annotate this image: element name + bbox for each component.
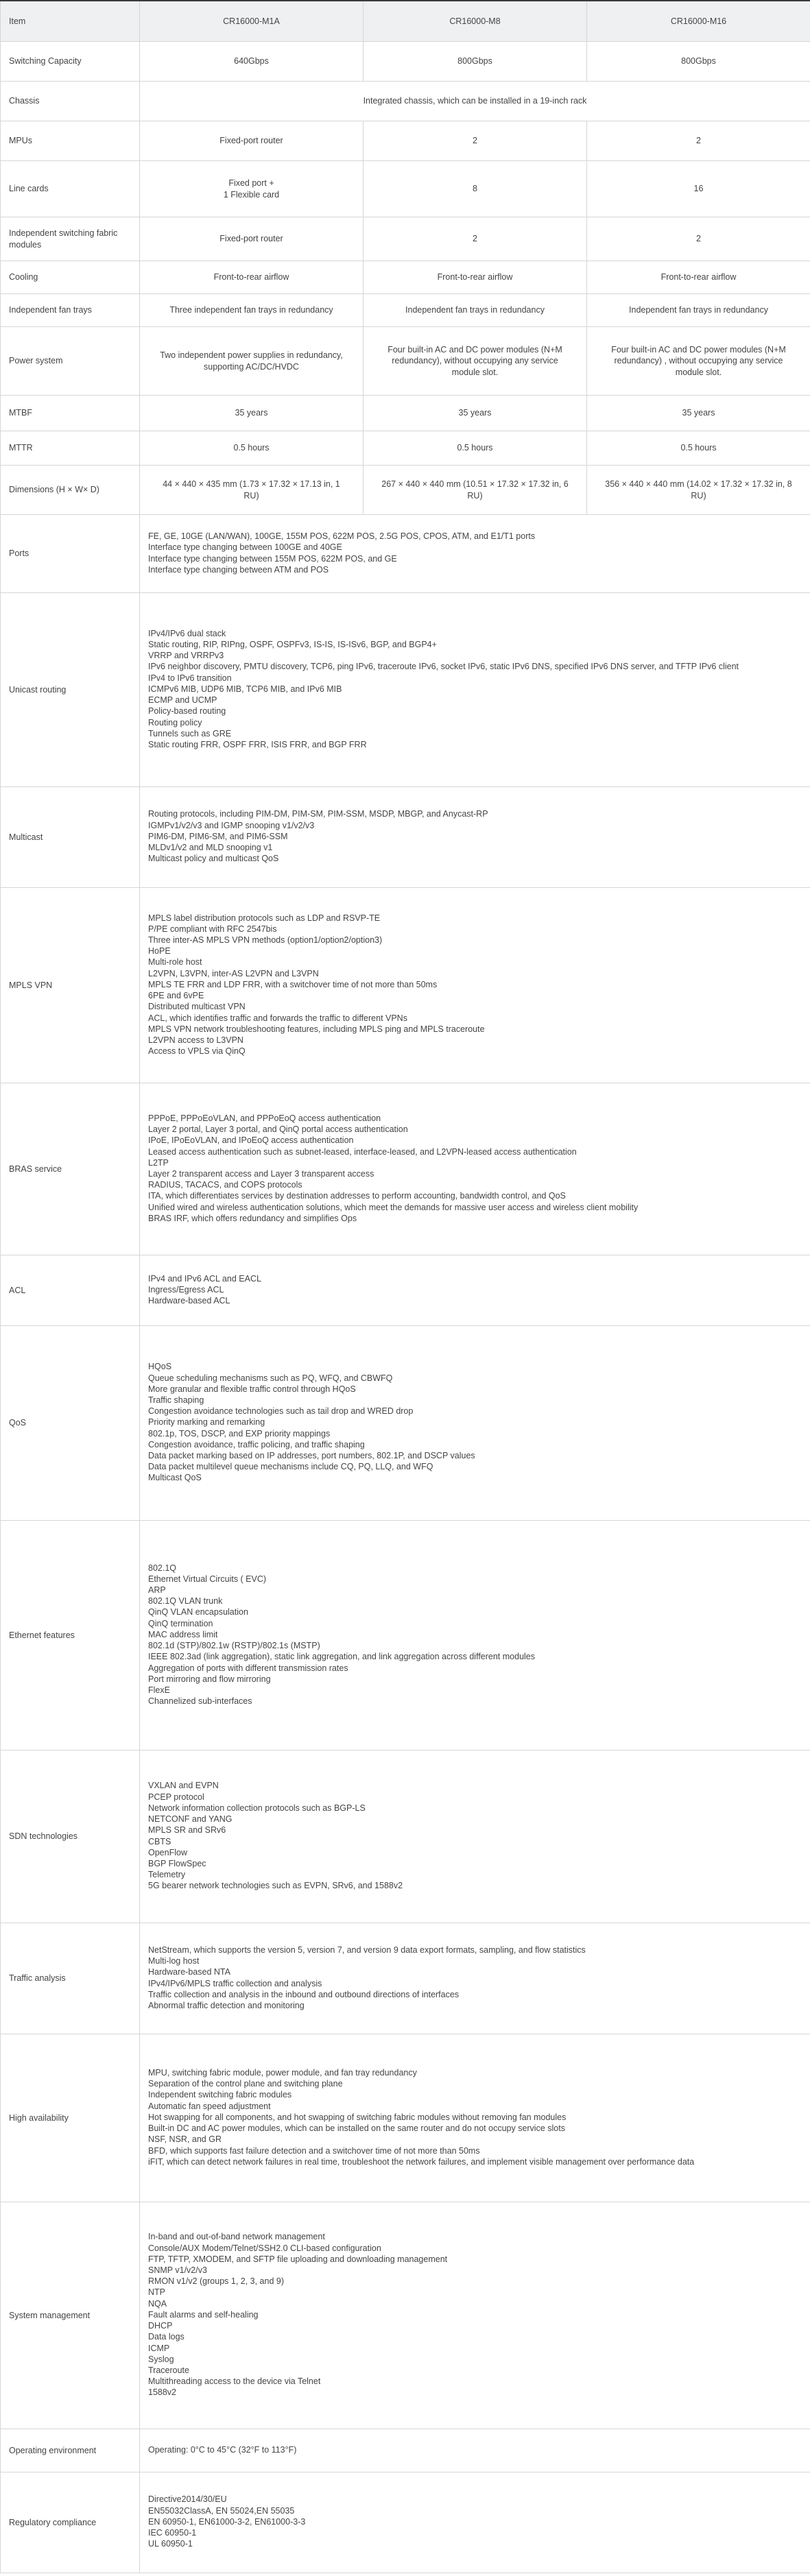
feature-item: IGMPv1/v2/v3 and IGMP snooping v1/v2/v3 bbox=[148, 820, 315, 830]
feature-item: HQoS bbox=[148, 1362, 172, 1372]
feature-item: OpenFlow bbox=[148, 1847, 187, 1857]
cell-m8: 35 years bbox=[364, 396, 587, 431]
section-items bbox=[140, 1255, 810, 1326]
feature-item: Aggregation of ports with different transmission rates bbox=[148, 1663, 348, 1673]
feature-item: Tunnels such as GRE bbox=[148, 728, 232, 738]
feature-item: FlexE bbox=[148, 1685, 170, 1695]
cell-line: module slot. bbox=[675, 367, 722, 377]
feature-item: NETCONF and YANG bbox=[148, 1814, 233, 1825]
section-items bbox=[140, 1083, 810, 1255]
cell-line: 1 Flexible card bbox=[223, 189, 280, 200]
cell-m16: 2 bbox=[587, 217, 810, 261]
section-label: Unicast routing bbox=[1, 593, 140, 787]
feature-item: MPLS VPN network troubleshooting features, including MPLS ping and MPLS traceroute bbox=[148, 1024, 485, 1034]
feature-item: Independent switching fabric modules bbox=[148, 2090, 292, 2100]
feature-item: NSF, NSR, and GR bbox=[148, 2134, 222, 2145]
cell-m1a: Fixed-port router bbox=[140, 121, 364, 161]
feature-item: ICMPv6 MIB, UDP6 MIB, TCP6 MIB, and IPv6 MIB bbox=[148, 684, 342, 694]
feature-item: Multicast QoS bbox=[148, 1473, 202, 1483]
feature-item: EN55032ClassA, EN 55024,EN 55035 bbox=[148, 2505, 295, 2516]
cell-m1a: Fixed-port router bbox=[140, 217, 364, 261]
feature-item: CBTS bbox=[148, 1836, 171, 1846]
section-multicast bbox=[1, 787, 810, 888]
feature-item: Layer 2 transparent access and Layer 3 transparent access bbox=[148, 1169, 374, 1179]
header-m8: CR16000-M8 bbox=[364, 1, 587, 42]
section-items bbox=[140, 2472, 810, 2573]
cell-line: RU) bbox=[243, 490, 259, 501]
feature-item: MAC address limit bbox=[148, 1629, 218, 1639]
cell-m1a: 35 years bbox=[140, 396, 364, 431]
section-unicast-routing bbox=[1, 593, 810, 787]
feature-item: Abnormal traffic detection and monitoring bbox=[148, 2000, 305, 2010]
row-label: Independent fan trays bbox=[1, 294, 140, 327]
cell-m1a bbox=[140, 466, 364, 515]
feature-item: UL 60950-1 bbox=[148, 2539, 193, 2549]
cell-m16: 800Gbps bbox=[587, 42, 810, 82]
feature-item: Static routing, RIP, RIPng, OSPF, OSPFv3, IS-IS, IS-ISv6, BGP, and BGP4+ bbox=[148, 640, 437, 650]
section-traffic-analysis bbox=[1, 1923, 810, 2034]
feature-item: VRRP and VRRPv3 bbox=[148, 651, 224, 661]
cell-m8: 2 bbox=[364, 121, 587, 161]
section-items bbox=[140, 515, 810, 593]
feature-item: FE, GE, 10GE (LAN/WAN), 100GE, 155M POS, 622M POS, 2.5G POS, CPOS, ATM, and E1/T1 ports bbox=[148, 531, 536, 542]
row-mttr bbox=[1, 431, 810, 466]
feature-item: IEEE 802.3ad (link aggregation), static link aggregation, and link aggregation across different modules bbox=[148, 1652, 536, 1662]
feature-item: Data packet marking based on IP addresses, port numbers, 802.1P, and DSCP values bbox=[148, 1451, 475, 1460]
row-label: Dimensions (H × W× D) bbox=[1, 466, 140, 515]
cell-m8: 0.5 hours bbox=[364, 431, 587, 466]
feature-item: Channelized sub-interfaces bbox=[148, 1696, 252, 1707]
header-m1a: CR16000-M1A bbox=[140, 1, 364, 42]
section-items bbox=[140, 787, 810, 888]
feature-item: Ingress/Egress ACL bbox=[148, 1284, 224, 1295]
cell-m16: 16 bbox=[587, 161, 810, 217]
section-label: Multicast bbox=[1, 787, 140, 888]
section-items bbox=[140, 1326, 810, 1521]
feature-item: ARP bbox=[148, 1585, 166, 1596]
feature-item: Access to VPLS via QinQ bbox=[148, 1046, 246, 1057]
feature-item: 6PE and 6vPE bbox=[148, 991, 204, 1001]
cell-line: RU) bbox=[691, 490, 706, 501]
feature-item: Fault alarms and self-healing bbox=[148, 2309, 259, 2320]
feature-item: L2VPN, L3VPN, inter-AS L2VPN and L3VPN bbox=[148, 968, 319, 978]
section-label: BRAS service bbox=[1, 1083, 140, 1255]
cell-line: Two independent power supplies in redundancy, bbox=[160, 350, 343, 361]
cell-all: Integrated chassis, which can be installed in a 19-inch rack bbox=[140, 82, 810, 121]
section-system-management bbox=[1, 2202, 810, 2429]
feature-item: MPLS SR and SRv6 bbox=[148, 1825, 226, 1835]
feature-item: ACL, which identifies traffic and forwards the traffic to different VPNs bbox=[148, 1013, 407, 1023]
feature-item: Three inter-AS MPLS VPN methods (option1/option2/option3) bbox=[148, 935, 383, 946]
feature-item: PPPoE, PPPoEoVLAN, and PPPoEoQ access authentication bbox=[148, 1113, 381, 1123]
feature-item: 802.1Q VLAN trunk bbox=[148, 1596, 223, 1606]
feature-item: MPU, switching fabric module, power module, and fan tray redundancy bbox=[148, 2068, 417, 2078]
feature-item: Syslog bbox=[148, 2354, 174, 2364]
feature-item: Traffic collection and analysis in the inbound and outbound directions of interfaces bbox=[148, 1989, 460, 1999]
feature-item: Multi-log host bbox=[148, 1956, 200, 1966]
row-power-system bbox=[1, 327, 810, 396]
feature-item: Distributed multicast VPN bbox=[148, 1002, 246, 1012]
section-ports bbox=[1, 515, 810, 593]
feature-item: L2VPN access to L3VPN bbox=[148, 1035, 243, 1045]
label-line: Independent switching fabric bbox=[9, 228, 118, 239]
cell-m1a bbox=[140, 161, 364, 217]
feature-item: RMON v1/v2 (groups 1, 2, 3, and 9) bbox=[148, 2276, 285, 2287]
section-ethernet-features bbox=[1, 1521, 810, 1750]
header-row bbox=[1, 1, 810, 42]
row-mtbf bbox=[1, 396, 810, 431]
cell-m1a: 0.5 hours bbox=[140, 431, 364, 466]
feature-item: Automatic fan speed adjustment bbox=[148, 2101, 271, 2111]
cell-m16: Independent fan trays in redundancy bbox=[587, 294, 810, 327]
section-label: Ethernet features bbox=[1, 1521, 140, 1750]
section-items bbox=[140, 1750, 810, 1923]
cell-m8: 8 bbox=[364, 161, 587, 217]
feature-item: Built-in DC and AC power modules, which can be installed on the same router and do not occupy service slots bbox=[148, 2123, 565, 2134]
feature-item: IPv6 neighbor discovery, PMTU discovery, TCP6, ping IPv6, traceroute IPv6, socket IPv6, static IPv6 DNS, specified IPv6 DNS server, and TFTP IPv6 client bbox=[148, 662, 739, 672]
feature-item: Layer 2 portal, Layer 3 portal, and QinQ portal access authentication bbox=[148, 1124, 408, 1135]
cell-m8 bbox=[364, 327, 587, 396]
feature-item: 802.1Q bbox=[148, 1563, 177, 1573]
section-label: MPLS VPN bbox=[1, 888, 140, 1083]
feature-item: Multicast policy and multicast QoS bbox=[148, 854, 279, 864]
section-label: Operating environment bbox=[1, 2429, 140, 2472]
section-high-availability bbox=[1, 2034, 810, 2202]
cell-line: module slot. bbox=[451, 367, 499, 377]
row-label bbox=[1, 217, 140, 261]
feature-item: HoPE bbox=[148, 946, 171, 956]
feature-item: Priority marking and remarking bbox=[148, 1417, 265, 1428]
feature-item: Hardware-based ACL bbox=[148, 1296, 230, 1306]
feature-item: Console/AUX Modem/Telnet/SSH2.0 CLI-based configuration bbox=[148, 2243, 381, 2253]
cell-m16: Front-to-rear airflow bbox=[587, 261, 810, 294]
section-items bbox=[140, 2429, 810, 2472]
row-mpus bbox=[1, 121, 810, 161]
section-acl bbox=[1, 1255, 810, 1326]
feature-item: SNMP v1/v2/v3 bbox=[148, 2265, 207, 2276]
section-label: Regulatory compliance bbox=[1, 2472, 140, 2573]
feature-item: L2TP bbox=[148, 1157, 169, 1168]
cell-m16 bbox=[587, 466, 810, 515]
feature-item: Queue scheduling mechanisms such as PQ, WFQ, and CBWFQ bbox=[148, 1373, 393, 1383]
cell-m8: 800Gbps bbox=[364, 42, 587, 82]
feature-item: Interface type changing between 100GE and 40GE bbox=[148, 542, 342, 553]
cell-line: Fixed port + bbox=[228, 178, 274, 189]
header-m16: CR16000-M16 bbox=[587, 1, 810, 42]
feature-item: PIM6-DM, PIM6-SM, and PIM6-SSM bbox=[148, 831, 288, 841]
feature-item: Data packet multilevel queue mechanisms include CQ, PQ, LLQ, and WFQ bbox=[148, 1462, 433, 1472]
feature-item: NetStream, which supports the version 5, version 7, and version 9 data export formats, sampling, and flow statistics bbox=[148, 1945, 586, 1955]
feature-item: ICMP bbox=[148, 2343, 170, 2353]
feature-item: Static routing FRR, OSPF FRR, ISIS FRR, and BGP FRR bbox=[148, 739, 367, 749]
feature-item: MPLS TE FRR and LDP FRR, with a switchover time of not more than 50ms bbox=[148, 979, 438, 989]
row-label: Cooling bbox=[1, 261, 140, 294]
feature-item: Hot swapping for all components, and hot swapping of switching fabric modules without removing fan modules bbox=[148, 2112, 567, 2122]
feature-item: 802.1p, TOS, DSCP, and EXP priority mappings bbox=[148, 1428, 331, 1439]
feature-item: 5G bearer network technologies such as EVPN, SRv6, and 1588v2 bbox=[148, 1881, 403, 1891]
feature-item: Routing policy bbox=[148, 717, 202, 727]
row-chassis bbox=[1, 82, 810, 121]
section-label: System management bbox=[1, 2202, 140, 2429]
feature-item: MPLS label distribution protocols such as LDP and RSVP-TE bbox=[148, 913, 381, 923]
section-label: High availability bbox=[1, 2034, 140, 2202]
row-label: MTBF bbox=[1, 396, 140, 431]
section-items bbox=[140, 593, 810, 787]
cell-m1a: Three independent fan trays in redundancy bbox=[140, 294, 364, 327]
feature-item: Multi-role host bbox=[148, 957, 202, 967]
feature-item: Congestion avoidance, traffic policing, and traffic shaping bbox=[148, 1439, 365, 1449]
feature-item: iFIT, which can detect network failures in real time, troubleshoot the network failures, and implement visible management over performance data bbox=[148, 2156, 695, 2167]
feature-item: Policy-based routing bbox=[148, 706, 226, 717]
row-label: Switching Capacity bbox=[1, 42, 140, 82]
feature-item: 802.1d (STP)/802.1w (RSTP)/802.1s (MSTP) bbox=[148, 1641, 320, 1651]
feature-item: IPoE, IPoEoVLAN, and IPoEoQ access authentication bbox=[148, 1135, 354, 1146]
feature-item: Network information collection protocols such as BGP-LS bbox=[148, 1803, 366, 1813]
feature-item: IPv4/IPv6 dual stack bbox=[148, 628, 226, 638]
section-label: QoS bbox=[1, 1326, 140, 1521]
cell-line: redundancy) , without occupying any service bbox=[614, 356, 783, 366]
feature-item: Hardware-based NTA bbox=[148, 1967, 230, 1977]
cell-m16: 2 bbox=[587, 121, 810, 161]
feature-item: Operating: 0°C to 45°C (32°F to 113°F) bbox=[148, 2444, 297, 2455]
feature-item: QinQ VLAN encapsulation bbox=[148, 1607, 248, 1617]
feature-item: FTP, TFTP, XMODEM, and SFTP file uploading and downloading management bbox=[148, 2254, 448, 2264]
cell-line: Four built-in AC and DC power modules (N+M bbox=[388, 345, 562, 355]
feature-item: Traceroute bbox=[148, 2365, 189, 2375]
cell-m16: 35 years bbox=[587, 396, 810, 431]
feature-item: Telemetry bbox=[148, 1870, 186, 1880]
section-items bbox=[140, 888, 810, 1083]
feature-item: Traffic shaping bbox=[148, 1395, 204, 1405]
cell-m8: Independent fan trays in redundancy bbox=[364, 294, 587, 327]
feature-item: IPv4/IPv6/MPLS traffic collection and analysis bbox=[148, 1978, 322, 1988]
feature-item: NQA bbox=[148, 2298, 167, 2309]
feature-item: P/PE compliant with RFC 2547bis bbox=[148, 924, 277, 934]
cell-line: 267 × 440 × 440 mm (10.51 × 17.32 × 17.32 in, 6 bbox=[381, 479, 569, 490]
feature-item: In-band and out-of-band network management bbox=[148, 2232, 325, 2242]
section-items bbox=[140, 1521, 810, 1750]
row-switching-capacity bbox=[1, 42, 810, 82]
feature-item: Separation of the control plane and switching plane bbox=[148, 2079, 343, 2089]
section-sdn-technologies bbox=[1, 1750, 810, 1923]
feature-item: ITA, which differentiates services by destination addresses to perform accounting, bandwidth control, and QoS bbox=[148, 1191, 566, 1201]
cell-line: 356 × 440 × 440 mm (14.02 × 17.32 × 17.32 in, 8 bbox=[605, 479, 792, 490]
feature-item: Unified wired and wireless authentication solutions, which meet the demands for massive user access and wireless client mobility bbox=[148, 1202, 639, 1212]
row-label: MPUs bbox=[1, 121, 140, 161]
feature-item: Ethernet Virtual Circuits ( EVC) bbox=[148, 1574, 267, 1584]
cell-line: RU) bbox=[467, 490, 483, 501]
feature-item: VXLAN and EVPN bbox=[148, 1781, 219, 1791]
feature-item: EN 60950-1, EN61000-3-2, EN61000-3-3 bbox=[148, 2516, 306, 2527]
cell-m1a: Front-to-rear airflow bbox=[140, 261, 364, 294]
cell-m16: 0.5 hours bbox=[587, 431, 810, 466]
feature-item: BFD, which supports fast failure detection and a switchover time of not more than 50ms bbox=[148, 2145, 480, 2156]
row-fan-trays bbox=[1, 294, 810, 327]
feature-item: IPv4 to IPv6 transition bbox=[148, 673, 232, 683]
feature-item: MLDv1/v2 and MLD snooping v1 bbox=[148, 843, 273, 853]
section-items bbox=[140, 2034, 810, 2202]
feature-item: More granular and flexible traffic control through HQoS bbox=[148, 1384, 356, 1394]
section-qos bbox=[1, 1326, 810, 1521]
section-label: Ports bbox=[1, 515, 140, 593]
cell-line: redundancy), without occupying any service bbox=[392, 356, 558, 366]
cell-line: 44 × 440 × 435 mm (1.73 × 17.32 × 17.13 in, 1 bbox=[163, 479, 340, 490]
cell-m8 bbox=[364, 466, 587, 515]
row-cooling bbox=[1, 261, 810, 294]
feature-item: BRAS IRF, which offers redundancy and simplifies Ops bbox=[148, 1213, 357, 1223]
feature-item: Congestion avoidance technologies such as tail drop and WRED drop bbox=[148, 1406, 414, 1417]
row-label: MTTR bbox=[1, 431, 140, 466]
feature-item: IPv4 and IPv6 ACL and EACL bbox=[148, 1273, 261, 1284]
cell-m16 bbox=[587, 327, 810, 396]
feature-item: PCEP protocol bbox=[148, 1792, 204, 1802]
row-label: Chassis bbox=[1, 82, 140, 121]
section-label: SDN technologies bbox=[1, 1750, 140, 1923]
feature-item: Directive2014/30/EU bbox=[148, 2494, 227, 2505]
feature-item: 1588v2 bbox=[148, 2387, 177, 2398]
row-switching-fabric bbox=[1, 217, 810, 261]
section-label: ACL bbox=[1, 1255, 140, 1326]
section-operating-environment bbox=[1, 2429, 810, 2472]
cell-m8: 2 bbox=[364, 217, 587, 261]
feature-item: RADIUS, TACACS, and COPS protocols bbox=[148, 1180, 302, 1190]
feature-item: ECMP and UCMP bbox=[148, 695, 217, 706]
section-items bbox=[140, 1923, 810, 2034]
feature-item: Leased access authentication such as subnet-leased, interface-leased, and L2VPN-leased access authentication bbox=[148, 1146, 577, 1157]
cell-m1a bbox=[140, 327, 364, 396]
row-label: Line cards bbox=[1, 161, 140, 217]
feature-item: NTP bbox=[148, 2287, 165, 2298]
feature-item: Port mirroring and flow mirroring bbox=[148, 1674, 271, 1684]
feature-item: Routing protocols, including PIM-DM, PIM-SM, PIM-SSM, MSDP, MBGP, and Anycast-RP bbox=[148, 809, 488, 819]
row-label: Power system bbox=[1, 327, 140, 396]
label-line: modules bbox=[9, 239, 42, 250]
section-items bbox=[140, 2202, 810, 2429]
section-regulatory-compliance bbox=[1, 2472, 810, 2573]
cell-m1a: 640Gbps bbox=[140, 42, 364, 82]
section-bras-service bbox=[1, 1083, 810, 1255]
section-mpls-vpn bbox=[1, 888, 810, 1083]
feature-item: Interface type changing between 155M POS, 622M POS, and GE bbox=[148, 553, 397, 564]
row-dimensions bbox=[1, 466, 810, 515]
feature-item: BGP FlowSpec bbox=[148, 1858, 206, 1868]
feature-item: QinQ termination bbox=[148, 1618, 213, 1628]
section-label: Traffic analysis bbox=[1, 1923, 140, 2034]
row-line-cards bbox=[1, 161, 810, 217]
feature-item: IEC 60950-1 bbox=[148, 2528, 197, 2538]
cell-line: supporting AC/DC/HVDC bbox=[204, 361, 299, 372]
feature-item: Data logs bbox=[148, 2332, 184, 2342]
cell-line: Four built-in AC and DC power modules (N+M bbox=[611, 345, 786, 355]
feature-item: Interface type changing between ATM and POS bbox=[148, 564, 329, 575]
feature-item: DHCP bbox=[148, 2321, 173, 2331]
cell-m8: Front-to-rear airflow bbox=[364, 261, 587, 294]
feature-item: Multithreading access to the device via Telnet bbox=[148, 2376, 321, 2387]
header-item: Item bbox=[1, 1, 140, 42]
